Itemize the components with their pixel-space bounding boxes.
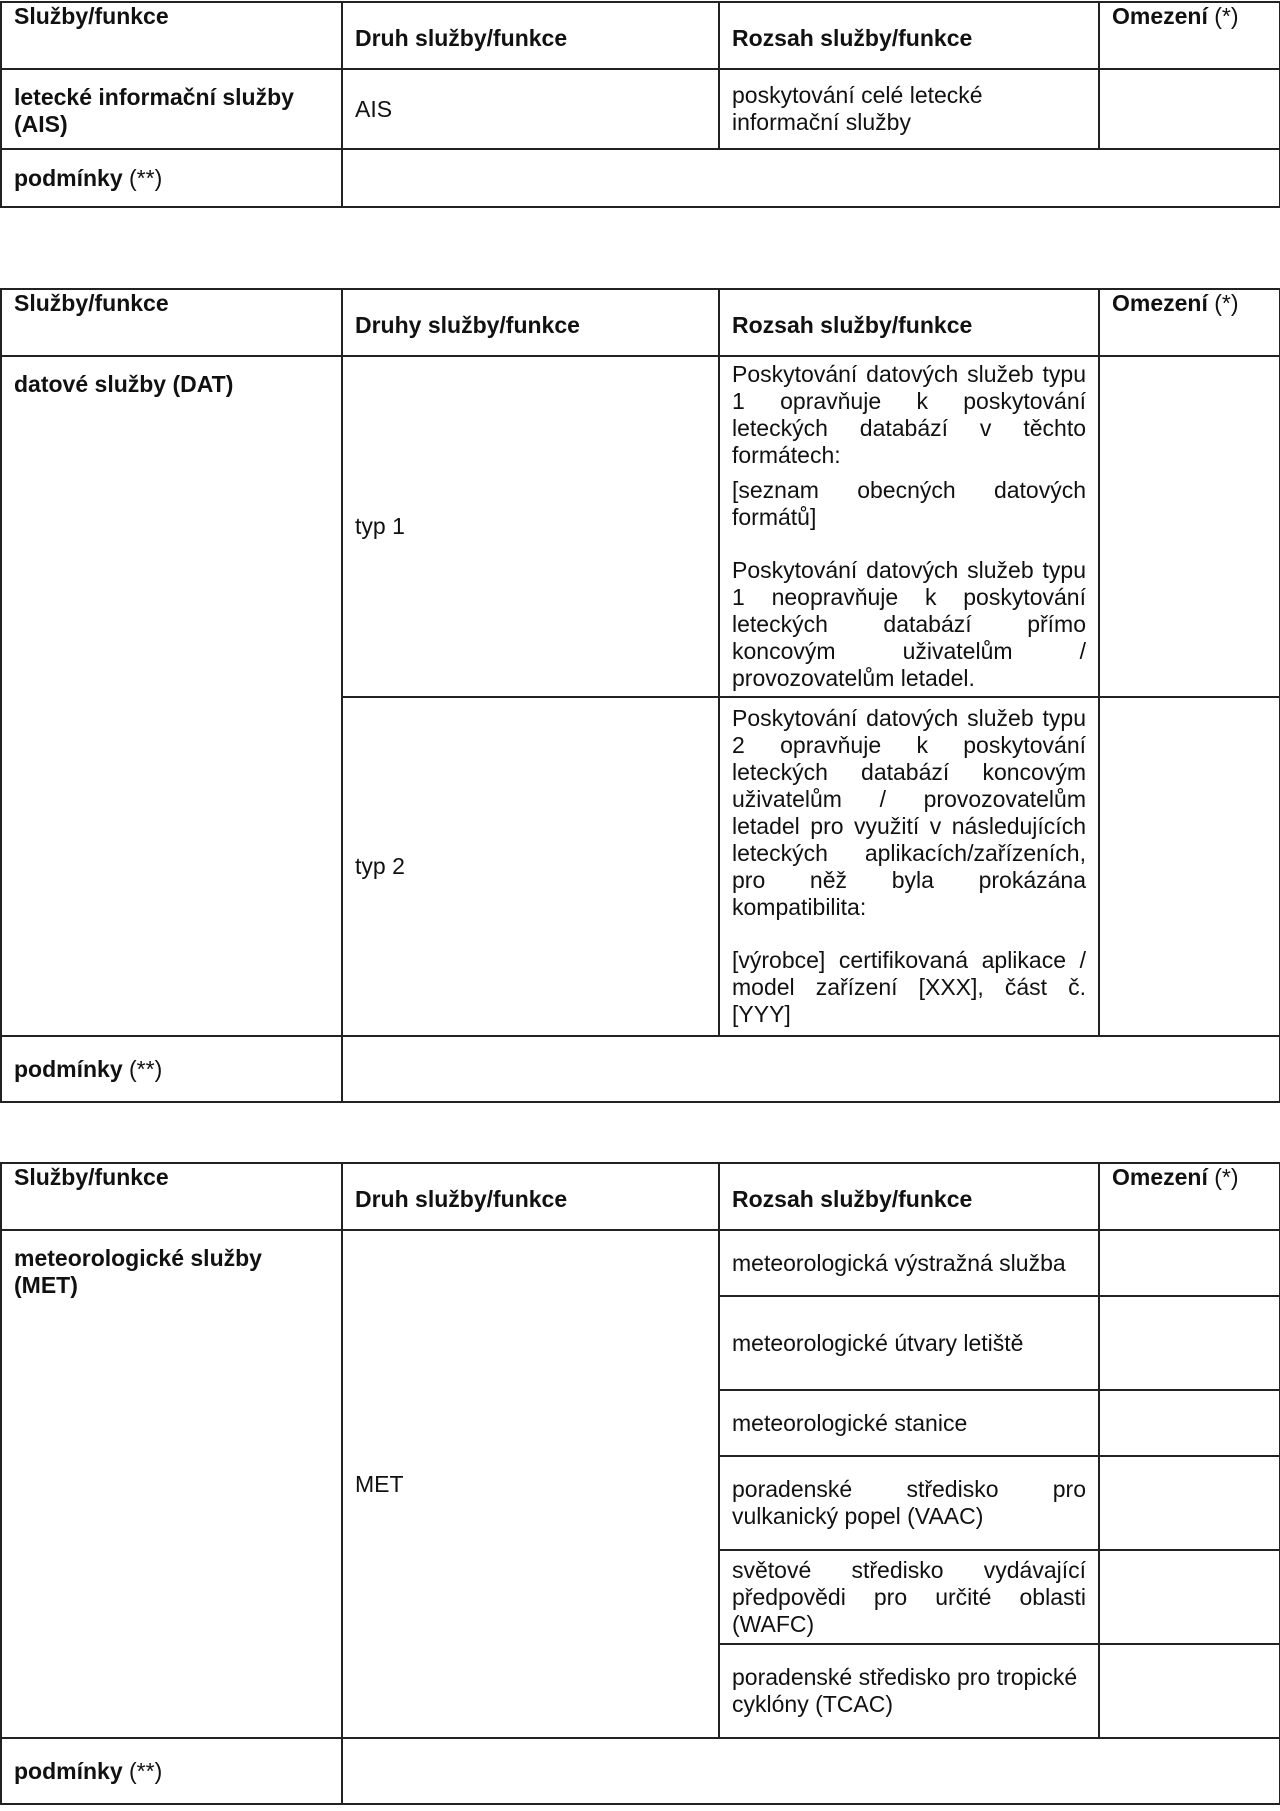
limits-cell [1099, 1550, 1280, 1644]
type-cell: AIS [342, 69, 719, 149]
conditions-mark: (**) [129, 164, 163, 191]
scope-cell [719, 356, 1099, 697]
scope-paragraph: Poskytování datových služeb typu 1 neopravňuje k poskytování leteckých databází přímo koncovým uživatelům / provozovatelům letadel. [732, 557, 1086, 691]
conditions-value [342, 1738, 1280, 1804]
conditions-label-cell [1, 149, 342, 207]
limits-cell [1099, 356, 1280, 697]
header-row [1, 289, 1280, 356]
limits-cell [1099, 1230, 1280, 1296]
limits-cell [1099, 697, 1280, 1036]
scope-paragraph: [výrobce] certifikovaná aplikace / model zařízení [XXX], část č. [YYY] [732, 947, 1086, 1027]
scope-cell: poradenské středisko pro vulkanický popel (VAAC) [719, 1456, 1099, 1550]
type-cell: MET [342, 1230, 719, 1738]
ais-table [0, 1, 1280, 208]
header-limits-label: Omezení [1112, 3, 1208, 29]
conditions-row [1, 1036, 1280, 1102]
header-limits-mark: (*) [1214, 3, 1239, 29]
scope-paragraph: Poskytování datových služeb typu 1 opravňuje k poskytování leteckých databází v těchto formátech: [732, 361, 1086, 468]
scope-cell [719, 697, 1099, 1036]
conditions-mark: (**) [129, 1055, 163, 1082]
limits-cell [1099, 1456, 1280, 1550]
table-row [1, 356, 1280, 697]
service-cell: meteorologické služby (MET) [1, 1230, 342, 1738]
service-cell: datové služby (DAT) [1, 356, 342, 1036]
conditions-label-cell [1, 1036, 342, 1102]
conditions-label-cell [1, 1738, 342, 1804]
conditions-label: podmínky [14, 164, 123, 191]
header-type: Druh služby/funkce [342, 1163, 719, 1230]
limits-cell [1099, 69, 1280, 149]
limits-cell [1099, 1644, 1280, 1738]
conditions-value [342, 1036, 1280, 1102]
limits-cell [1099, 1296, 1280, 1390]
conditions-value [342, 149, 1280, 207]
dat-table [0, 288, 1280, 1103]
header-type: Druh služby/funkce [342, 2, 719, 69]
header-scope: Rozsah služby/funkce [719, 2, 1099, 69]
header-services: Služby/funkce [1, 2, 342, 69]
conditions-label: podmínky [14, 1757, 123, 1784]
header-row [1, 2, 1280, 69]
table-row [1, 1230, 1280, 1296]
header-scope: Rozsah služby/funkce [719, 289, 1099, 356]
header-limits-mark: (*) [1214, 1164, 1239, 1190]
header-scope: Rozsah služby/funkce [719, 1163, 1099, 1230]
header-limits-label: Omezení [1112, 290, 1208, 316]
header-limits [1099, 289, 1280, 356]
conditions-mark: (**) [129, 1757, 163, 1784]
type-cell: typ 1 [342, 356, 719, 697]
header-row [1, 1163, 1280, 1230]
scope-paragraph: [seznam obecných datových formátů] [732, 477, 1086, 530]
scope-cell: meteorologické stanice [719, 1390, 1099, 1456]
header-services: Služby/funkce [1, 289, 342, 356]
service-cell: letecké informační služby (AIS) [1, 69, 342, 149]
header-limits-label: Omezení [1112, 1164, 1208, 1190]
conditions-row [1, 149, 1280, 207]
scope-cell: světové středisko vydávající předpovědi pro určité oblasti (WAFC) [719, 1550, 1099, 1644]
header-limits [1099, 1163, 1280, 1230]
conditions-row [1, 1738, 1280, 1804]
scope-cell: poradenské středisko pro tropické cyklóny (TCAC) [719, 1644, 1099, 1738]
table-row [1, 69, 1280, 149]
header-type: Druhy služby/funkce [342, 289, 719, 356]
scope-cell: meteorologické útvary letiště [719, 1296, 1099, 1390]
scope-cell: meteorologická výstražná služba [719, 1230, 1099, 1296]
header-limits-mark: (*) [1214, 290, 1239, 316]
type-cell: typ 2 [342, 697, 719, 1036]
conditions-label: podmínky [14, 1055, 123, 1082]
scope-cell: poskytování celé letecké informační služby [719, 69, 1099, 149]
header-services: Služby/funkce [1, 1163, 342, 1230]
scope-paragraph: Poskytování datových služeb typu 2 opravňuje k poskytování leteckých databází koncovým uživatelům / provozovatelům letadel pro využití v následujících leteckých aplikacích/zařízeních, pro něž byla prokázána kompatibilita: [732, 705, 1086, 920]
header-limits [1099, 2, 1280, 69]
limits-cell [1099, 1390, 1280, 1456]
met-table [0, 1162, 1280, 1805]
